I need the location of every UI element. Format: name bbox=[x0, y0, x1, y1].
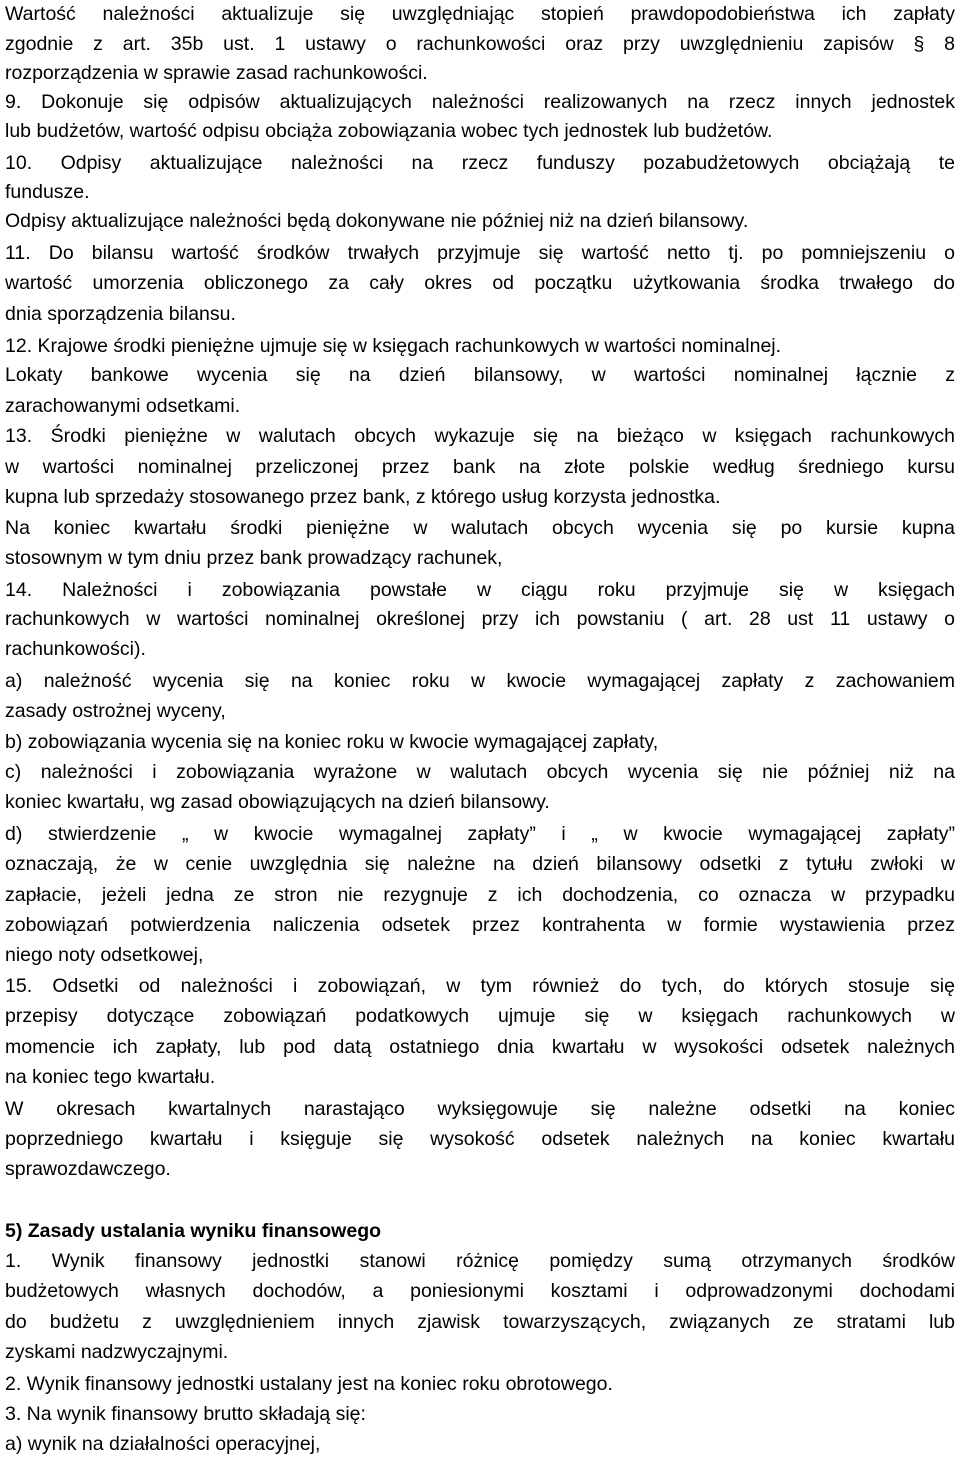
text-line: zarachowanymi odsetkami. bbox=[5, 395, 241, 417]
text-line: poprzedniego kwartału i księguje się wysokość odsetek należnych na koniec kwartału bbox=[5, 1128, 955, 1150]
text-line: 3. Na wynik finansowy brutto składają się: bbox=[5, 1403, 366, 1425]
text-line: rachunkowości). bbox=[5, 638, 146, 660]
text-line: wartość umorzenia obliczonego za cały okres od początku użytkowania środka trwałego do bbox=[5, 272, 955, 294]
text-line: Lokaty bankowe wycenia się na dzień bilansowy, w wartości nominalnej łącznie z bbox=[5, 364, 955, 386]
text-line: budżetowych własnych dochodów, a poniesionymi kosztami i odprowadzonymi dochodami bbox=[5, 1280, 955, 1302]
text-line: 13. Środki pieniężne w walutach obcych wykazuje się na bieżąco w księgach rachunkowych bbox=[5, 425, 955, 447]
text-line: rozporządzenia w sprawie zasad rachunkowości. bbox=[5, 62, 428, 84]
text-line: W okresach kwartalnych narastająco wyksięgowuje się należne odsetki na koniec bbox=[5, 1098, 955, 1120]
text-line: przepisy dotyczące zobowiązań podatkowych ujmuje się w księgach rachunkowych w bbox=[5, 1005, 955, 1027]
text-line: 12. Krajowe środki pieniężne ujmuje się w księgach rachunkowych w wartości nominalnej. bbox=[5, 335, 782, 357]
text-line: koniec kwartału, wg zasad obowiązujących na dzień bilansowy. bbox=[5, 791, 550, 813]
text-line: kupna lub sprzedaży stosowanego przez bank, z którego usług korzysta jednostka. bbox=[5, 486, 721, 508]
text-line: c) należności i zobowiązania wyrażone w walutach obcych wycenia się nie później niż na bbox=[5, 761, 955, 783]
text-line: Wartość należności aktualizuje się uwzględniając stopień prawdopodobieństwa ich zapłaty bbox=[5, 3, 955, 25]
text-line: b) zobowiązania wycenia się na koniec roku w kwocie wymagającej zapłaty, bbox=[5, 731, 659, 753]
text-line: a) wynik na działalności operacyjnej, bbox=[5, 1433, 321, 1455]
text-line: d) stwierdzenie „ w kwocie wymagalnej zapłaty” i „ w kwocie wymagającej zapłaty” bbox=[5, 823, 955, 845]
text-line: sprawozdawczego. bbox=[5, 1158, 171, 1180]
text-line: Odpisy aktualizujące należności będą dokonywane nie później niż na dzień bilansowy. bbox=[5, 210, 749, 232]
text-line: w wartości nominalnej przeliczonej przez bank na złote polskie według średniego kursu bbox=[5, 456, 955, 478]
text-line: Na koniec kwartału środki pieniężne w walutach obcych wycenia się po kursie kupna bbox=[5, 517, 955, 539]
text-line: zobowiązań potwierdzenia naliczenia odsetek przez kontrahenta w formie wystawienia przez bbox=[5, 914, 955, 936]
text-line: fundusze. bbox=[5, 181, 90, 203]
text-line: 10. Odpisy aktualizujące należności na rzecz funduszy pozabudżetowych obciążają te bbox=[5, 152, 955, 174]
text-line: 15. Odsetki od należności i zobowiązań, w tym również do tych, do których stosuje się bbox=[5, 975, 955, 997]
text-line: 14. Należności i zobowiązania powstałe w ciągu roku przyjmuje się w księgach bbox=[5, 579, 955, 601]
text-line: niego noty odsetkowej, bbox=[5, 944, 204, 966]
text-line: rachunkowych w wartości nominalnej określonej przy ich powstaniu ( art. 28 ust 11 ustawy o bbox=[5, 608, 955, 630]
text-line: stosownym w tym dniu przez bank prowadzący rachunek, bbox=[5, 547, 503, 569]
text-line: oznaczają, że w cenie uwzględnia się należne na dzień bilansowy odsetki z tytułu zwłoki w bbox=[5, 853, 955, 875]
text-line: 2. Wynik finansowy jednostki ustalany jest na koniec roku obrotowego. bbox=[5, 1373, 613, 1395]
text-line: lub budżetów, wartość odpisu obciąża zobowiązania wobec tych jednostek lub budżetów. bbox=[5, 120, 773, 142]
text-line: na koniec tego kwartału. bbox=[5, 1066, 216, 1088]
text-line: 1. Wynik finansowy jednostki stanowi różnicę pomiędzy sumą otrzymanych środków bbox=[5, 1250, 955, 1272]
section-heading: 5) Zasady ustalania wyniku finansowego bbox=[5, 1220, 382, 1242]
text-line: a) należność wycenia się na koniec roku w kwocie wymagającej zapłaty z zachowaniem bbox=[5, 670, 955, 692]
text-line: 11. Do bilansu wartość środków trwałych przyjmuje się wartość netto tj. po pomniejszeniu o bbox=[5, 242, 955, 264]
text-line: dnia sporządzenia bilansu. bbox=[5, 303, 236, 325]
text-line: zasady ostrożnej wyceny, bbox=[5, 700, 226, 722]
text-line: zyskami nadzwyczajnymi. bbox=[5, 1341, 229, 1363]
text-line: zgodnie z art. 35b ust. 1 ustawy o rachunkowości oraz przy uwzględnieniu zapisów § 8 bbox=[5, 33, 955, 55]
text-line: do budżetu z uwzględnieniem innych zjawisk towarzyszących, związanych ze stratami lub bbox=[5, 1311, 955, 1333]
text-line: zapłacie, jeżeli jedna ze stron nie rezygnuje z ich dochodzenia, co oznacza w przypadku bbox=[5, 884, 955, 906]
text-line: momencie ich zapłaty, lub pod datą ostatniego dnia kwartału w wysokości odsetek należnych bbox=[5, 1036, 955, 1058]
text-line: 9. Dokonuje się odpisów aktualizujących należności realizowanych na rzecz innych jednostek bbox=[5, 91, 955, 113]
